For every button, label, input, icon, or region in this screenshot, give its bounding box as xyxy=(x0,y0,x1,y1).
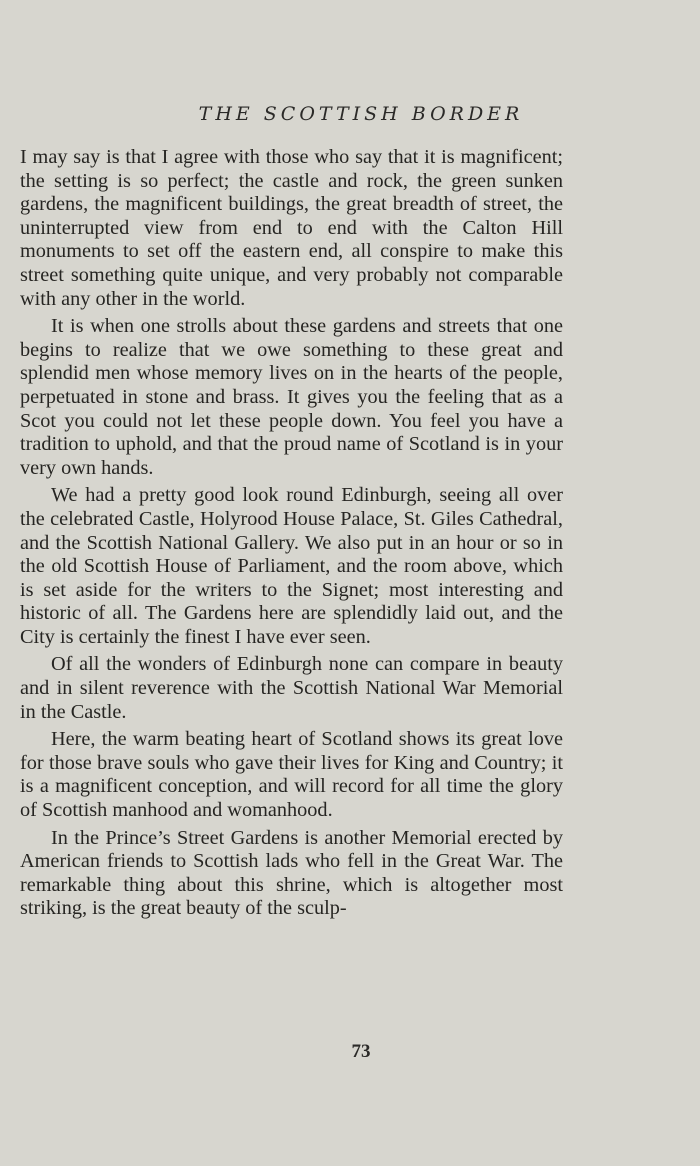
paragraph: We had a pretty good look round Edinburgh, seeing all over the celebrated Castle, Holyrood House Palace, St. Giles Cathedral, and the Scottish National Gallery. We also put in an hour or so in the old Scottish House of Parliament, and the room above, which is set aside for the writers to the Signet; most interesting and historic of all. The Gardens here are splendidly laid out, and the City is certainly the finest I have ever seen. xyxy=(20,484,563,648)
paragraph: It is when one strolls about these gardens and streets that one begins to realize that we owe something to these great and splendid men whose memory lives on in the hearts of the people, perpetuated in stone and brass. It gives you the feeling that as a Scot you could not let these people down. You feel you have a tradition to uphold, and that the proud name of Scotland is in your very own hands. xyxy=(20,315,563,479)
running-head: THE SCOTTISH BORDER xyxy=(198,103,524,125)
body-text xyxy=(20,146,563,921)
paragraph-continued: I may say is that I agree with those who say that it is magnificent; the setting is so perfect; the castle and rock, the green sunken gardens, the magnificent buildings, the great breadth of street, the uninterrupted view from end to end with the Calton Hill monuments to set off the eastern end, all conspire to make this street something quite unique, and very probably not comparable with any other in the world. xyxy=(20,146,563,310)
paragraph: Here, the warm beating heart of Scotland shows its great love for those brave souls who gave their lives for King and Country; it is a magnificent conception, and will record for all time the glory of Scottish manhood and womanhood. xyxy=(20,728,563,822)
page-number: 73 xyxy=(351,1041,371,1062)
paragraph: In the Prince’s Street Gardens is another Memorial erected by American friends to Scottish lads who fell in the Great War. The remarkable thing about this shrine, which is altogether most striking, is the great beauty of the sculp- xyxy=(20,826,563,920)
paragraph: Of all the wonders of Edinburgh none can compare in beauty and in silent reverence with the Scottish National War Memorial in the Castle. xyxy=(20,653,563,723)
